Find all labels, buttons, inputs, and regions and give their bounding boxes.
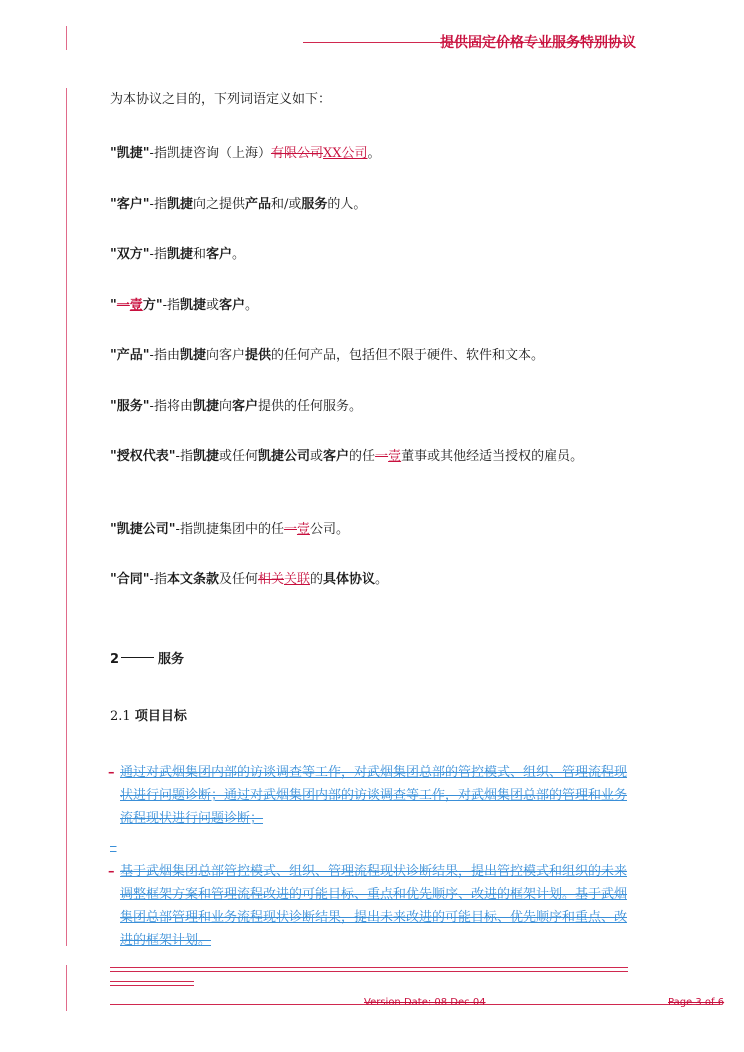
change-bar-top <box>66 26 67 50</box>
bold-term: 本文条款 <box>166 572 219 587</box>
bold-term: 客户 <box>323 449 350 464</box>
text: 或 <box>206 298 220 313</box>
text: -指由 <box>149 348 180 363</box>
separator: - <box>149 146 154 161</box>
definition-service <box>110 395 630 418</box>
list-item <box>110 860 630 952</box>
text: 。 <box>375 572 389 587</box>
bold-term: 凯捷 <box>166 197 193 212</box>
bold-term: 凯捷 <box>180 298 207 313</box>
text: 和/或 <box>271 197 302 212</box>
term: "双方" <box>110 247 150 262</box>
inserted-text: 壹 <box>388 449 402 464</box>
bold-term: 客户 <box>219 298 246 313</box>
text: -指 <box>149 197 167 212</box>
definition-text: 指凯捷咨询（上海） <box>153 146 271 161</box>
text: 向之提供 <box>192 197 245 212</box>
list-item <box>110 835 630 858</box>
text: 或任何 <box>218 449 258 464</box>
term: "凯捷" <box>110 146 150 161</box>
change-bar-footer <box>66 965 67 1011</box>
text: 或 <box>310 449 324 464</box>
text: 向 <box>218 399 232 414</box>
subsection-number: 2.1 <box>110 709 131 724</box>
text: 的人。 <box>327 197 367 212</box>
bold-term: 具体协议 <box>323 572 376 587</box>
bold-term: 凯捷公司 <box>257 449 310 464</box>
subsection-title: 项目目标 <box>134 709 187 724</box>
bullet-text: 基于武烟集团总部管控模式、组织、管理流程现状诊断结果，提出管控模式和组织的未来调整框架方案和管理流程改进的可能目标、重点和优先顺序、改进的框架计划。基于武烟集团总部管理和业务流程现状诊断结果，提出未来改进的可能目标、优先顺序和重点、改进的框架计划。 <box>120 864 628 948</box>
footer-separator <box>110 967 628 972</box>
text: -指凯捷集团中的任 <box>175 522 284 537</box>
bold-term: 提供 <box>244 348 271 363</box>
bullet-dash: – <box>108 765 115 780</box>
deleted-text: 一 <box>375 449 389 464</box>
definition-parties <box>110 243 630 266</box>
bold-term: 服务 <box>301 197 328 212</box>
term: "客户" <box>110 197 150 212</box>
text: -指 <box>162 298 180 313</box>
text: 及任何 <box>218 572 258 587</box>
deleted-text: 一 <box>283 522 297 537</box>
text: 。 <box>232 247 246 262</box>
intro-text: 为本协议之目的，下列词语定义如下： <box>110 92 332 107</box>
inserted-text: 关联 <box>284 572 311 587</box>
bullet-dash: – <box>108 864 115 879</box>
term: "授权代表" <box>110 449 176 464</box>
term: "合同" <box>110 572 150 587</box>
bold-term: 凯捷 <box>192 449 219 464</box>
term: "产品" <box>110 348 150 363</box>
text: 向客户 <box>205 348 245 363</box>
bullet-dash: – <box>110 839 117 854</box>
text: -指 <box>175 449 193 464</box>
text: -指将由 <box>149 399 193 414</box>
page-header-title: 提供固定价格专业服务特别协议 <box>440 35 636 51</box>
section-heading <box>110 648 184 667</box>
bold-term: 客户 <box>205 247 232 262</box>
definition-kaijie-company <box>110 518 630 541</box>
definition-kaijie <box>110 142 630 165</box>
section-number: 2 <box>110 652 120 667</box>
bold-term: 客户 <box>231 399 258 414</box>
change-bar-main <box>66 88 67 946</box>
deleted-text: 相关 <box>257 572 284 587</box>
punctuation: 。 <box>367 146 381 161</box>
section-title: 服务 <box>158 652 185 667</box>
text: 的任 <box>349 449 376 464</box>
definition-customer <box>110 193 630 216</box>
version-date: Version Date: 08 Dec 04 <box>364 997 486 1008</box>
subsection-heading <box>110 705 187 724</box>
text: 的任何产品，包括但不限于硬件、软件和文本。 <box>271 348 545 363</box>
definition-product <box>110 344 630 367</box>
definition-one-party <box>110 294 630 317</box>
deleted-text: 有限公司 <box>270 146 323 161</box>
bold-term: 凯捷 <box>192 399 219 414</box>
text: 的 <box>310 572 324 587</box>
deleted-text: 一 <box>116 298 130 313</box>
inserted-text: 壹 <box>129 298 143 313</box>
definition-contract <box>110 568 630 591</box>
text: -指 <box>149 247 167 262</box>
bold-term: 凯捷 <box>179 348 206 363</box>
text: -指 <box>149 572 167 587</box>
text: 和 <box>192 247 206 262</box>
text: 。 <box>245 298 259 313</box>
list-item <box>110 761 630 830</box>
footer-separator-short <box>110 981 194 986</box>
text: 公司。 <box>309 522 349 537</box>
bold-term: 凯捷 <box>166 247 193 262</box>
term: "服务" <box>110 399 150 414</box>
term: 方" <box>142 298 163 313</box>
inserted-text: XX公司 <box>322 146 368 161</box>
definition-authorized-representative <box>110 445 630 468</box>
page-number: Page 3 of 6 <box>668 997 725 1008</box>
text: 董事或其他经适当授权的雇员。 <box>401 449 584 464</box>
inserted-text: 壹 <box>296 522 310 537</box>
quote: " <box>110 298 117 313</box>
term: "凯捷公司" <box>110 522 176 537</box>
text: 提供的任何服务。 <box>258 399 363 414</box>
bold-term: 产品 <box>244 197 271 212</box>
bullet-text: 通过对武烟集团内部的访谈调查等工作，对武烟集团总部的管控模式、组织、管理流程现状进行问题诊断；通过对武烟集团内部的访谈调查等工作，对武烟集团总部的管理和业务流程现状进行问题诊断； <box>120 765 628 826</box>
section-tab-leader <box>121 657 154 658</box>
